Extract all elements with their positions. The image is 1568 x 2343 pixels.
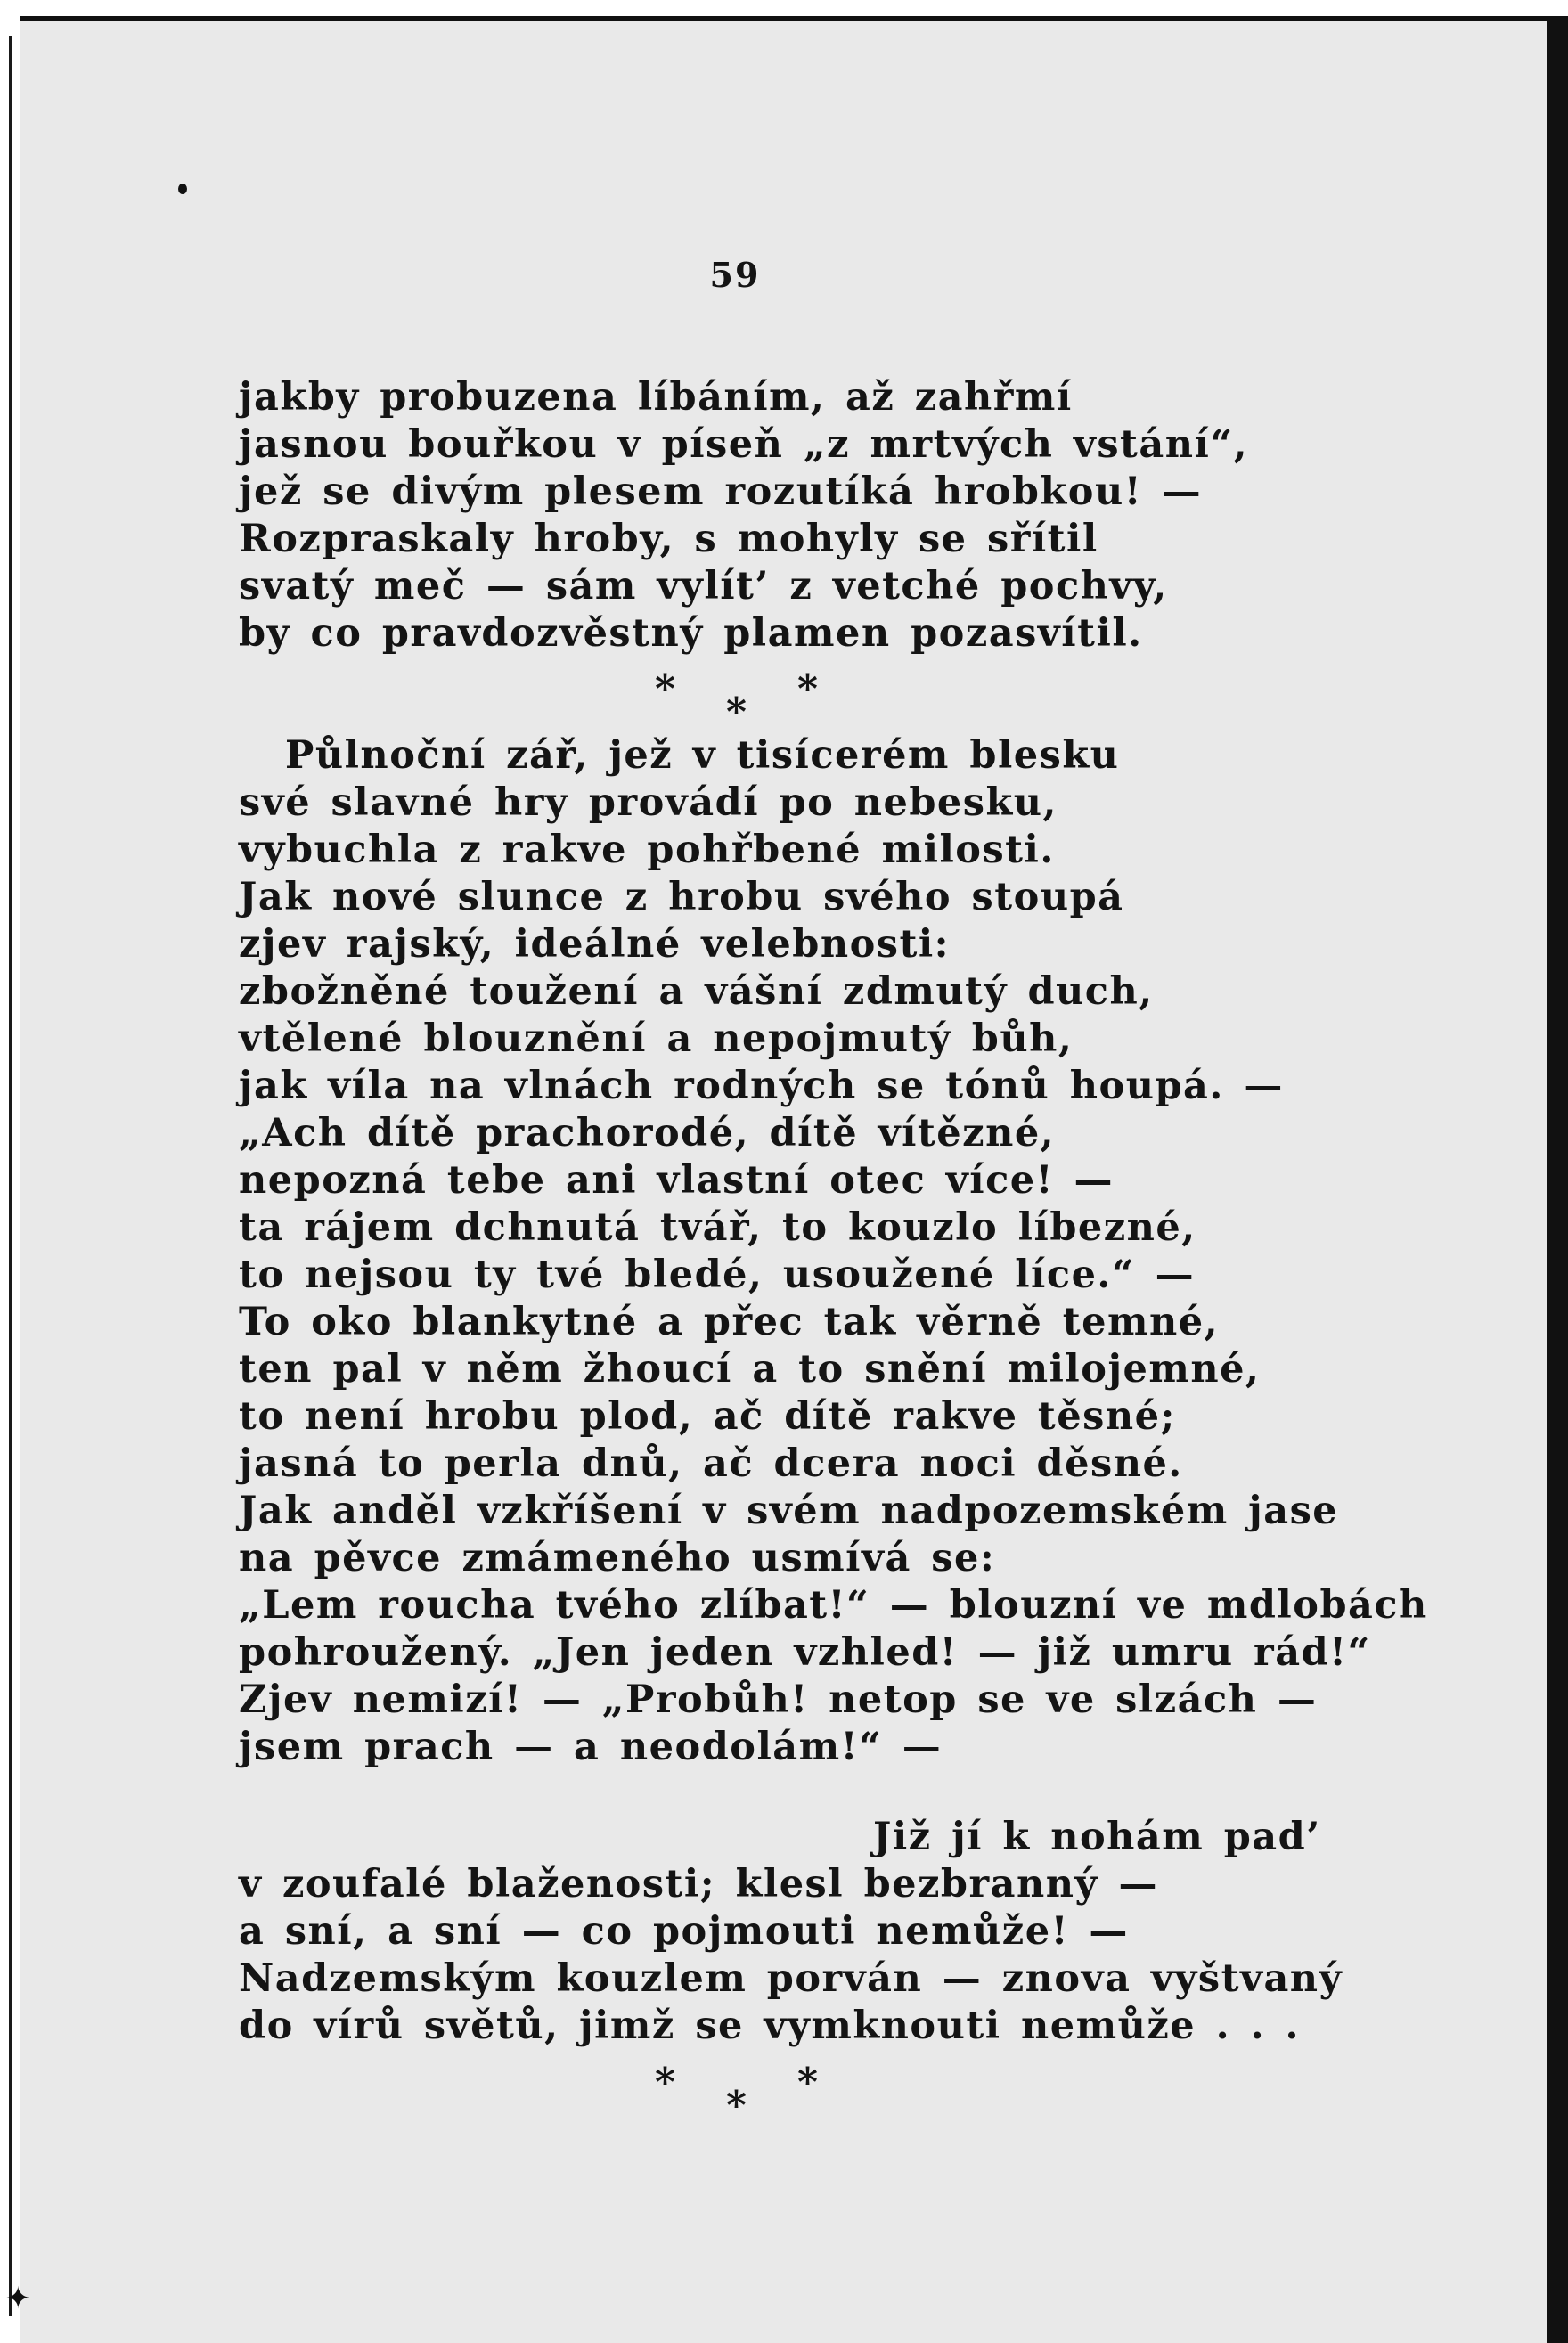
verse-line: To oko blankytné a přec tak věrně temné, [239, 1300, 1220, 1344]
verse-line: jasnou bouřkou v píseň „z mrtvých vstání“, [239, 422, 1249, 467]
page-number: 59 [709, 255, 761, 295]
stanza-3 [239, 1814, 1343, 2050]
asterisk: * [655, 666, 676, 712]
verse-line: jasná to perla dnů, ač dcera noci děsné. [239, 1441, 1183, 1486]
asterisk: * [797, 2060, 819, 2105]
verse-line: „Ach dítě prachorodé, dítě vítězné, [239, 1111, 1056, 1155]
verse-line: v zoufalé blaženosti; klesl bezbranný — [239, 1862, 1158, 1906]
verse-line: pohroužený. „Jen jeden vzhled! — již umru rád!“ [239, 1630, 1371, 1675]
stanza-1 [239, 374, 1248, 657]
verse-line: to nejsou ty tvé bledé, usoužené líce.“ — [239, 1253, 1196, 1297]
verse-line: zjev rajský, ideálné velebnosti: [239, 922, 951, 967]
verse-line: Jak anděl vzkříšení v svém nadpozemském jase [239, 1489, 1339, 1533]
verse-line: Zjev nemizí! — „Probůh! netop se ve slzách — [239, 1678, 1318, 1722]
asterisk: * [726, 2083, 747, 2128]
scan-top-edge [0, 0, 1568, 16]
verse-line: jak víla na vlnách rodných se tónů houpá. — [239, 1064, 1284, 1108]
verse-line: vtělené blouznění a nepojmutý bůh, [239, 1016, 1074, 1061]
verse-line: „Lem roucha tvého zlíbat!“ — blouzní ve mdlobách [239, 1583, 1428, 1628]
asterisk: * [726, 690, 747, 735]
verse-line: Rozpraskaly hroby, s mohyly se sřítil [239, 517, 1098, 561]
verse-line: své slavné hry provádí po nebesku, [239, 780, 1058, 825]
verse-line: Jak nové slunce z hrobu svého stoupá [239, 875, 1124, 919]
verse-line: jsem prach — a neodolám!“ — [239, 1725, 943, 1769]
binding-edge [0, 0, 20, 2343]
scan-marker-arrow: ✦ [5, 2281, 31, 2316]
verse-line: svatý meč — sám vylít’ z vetché pochvy, [239, 564, 1168, 608]
verse-line: do vírů světů, jimž se vymknouti nemůže . . . [239, 2004, 1300, 2048]
binding-rule [9, 36, 12, 2316]
asterism-divider [655, 2060, 922, 2143]
ink-speck [178, 184, 187, 194]
asterisk: * [797, 666, 819, 712]
verse-line: vybuchla z rakve pohřbené milosti. [239, 828, 1055, 872]
verse-line: Již jí k nohám pad’ [873, 1815, 1321, 1859]
verse-line: Nadzemským kouzlem porván — znova vyštvaný [239, 1956, 1343, 2001]
stanza-2 [239, 732, 1428, 1771]
verse-line: by co pravdozvěstný plamen pozasvítil. [239, 611, 1143, 656]
verse-line: ten pal v něm žhoucí a to snění milojemné, [239, 1347, 1261, 1392]
verse-line: jakby probuzena líbáním, až zahřmí [239, 375, 1073, 420]
asterisk: * [655, 2060, 676, 2105]
verse-line: ta rájem dchnutá tvář, to kouzlo líbezné, [239, 1205, 1196, 1250]
verse-line: na pěvce zmámeného usmívá se: [239, 1536, 996, 1580]
verse-line: jež se divým plesem rozutíká hrobkou! — [239, 469, 1203, 514]
verse-line: zbožněné toužení a vášní zdmutý duch, [239, 969, 1154, 1014]
verse-line: nepozná tebe ani vlastní otec více! — [239, 1158, 1115, 1203]
verse-line: a sní, a sní — co pojmouti nemůže! — [239, 1909, 1129, 1954]
verse-line: to není hrobu plod, ač dítě rakve těsné; [239, 1394, 1176, 1439]
verse-line: Půlnoční zář, jež v tisícerém blesku [285, 733, 1120, 778]
